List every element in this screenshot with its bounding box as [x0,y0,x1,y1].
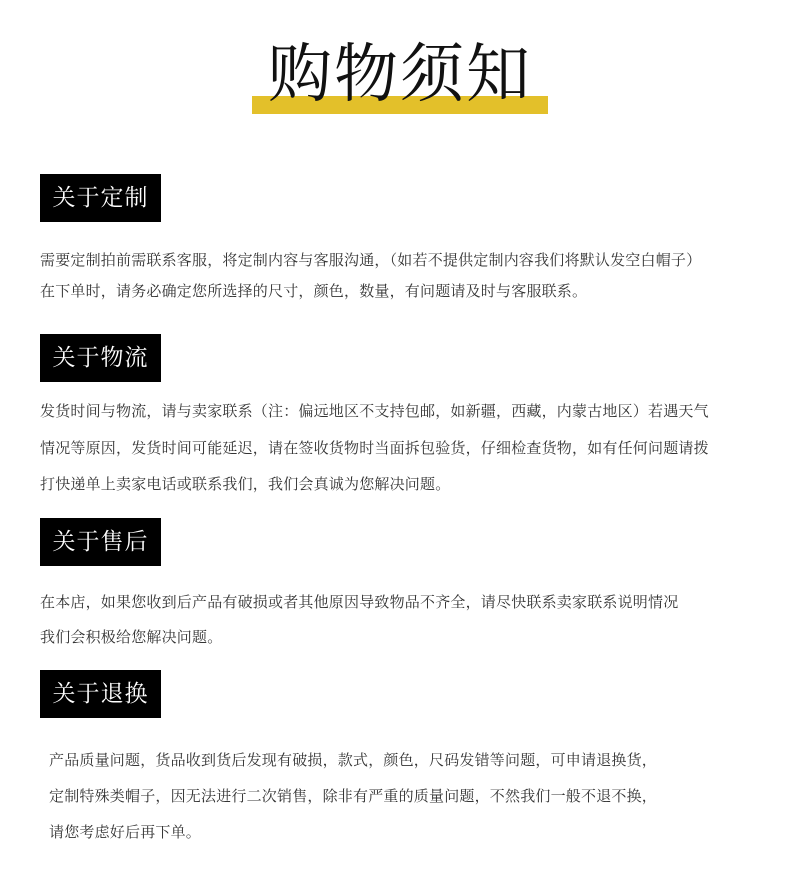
page-title-block [250,38,550,118]
after-sales-text-line-1: 在本店，如果您收到后产品有破损或者其他原因导致物品不齐全，请尽快联系卖家联系说明情况 [40,593,679,611]
shipping-text-line-2: 情况等原因，发货时间可能延迟，请在签收货物时当面拆包验货，仔细检查货物，如有任何问题请拨 [40,439,709,457]
shipping-text-line-3: 打快递单上卖家电话或联系我们，我们会真诚为您解决问题。 [40,475,451,493]
returns-text-line-1: 产品质量问题，货品收到货后发现有破损，款式，颜色，尺码发错等问题，可申请退换货， [49,751,658,769]
section-heading-returns: 关于退换 [40,670,161,718]
shipping-text-line-1: 发货时间与物流，请与卖家联系（注：偏远地区不支持包邮，如新疆，西藏，内蒙古地区）若遇天气 [40,402,709,420]
section-heading-after-sales: 关于售后 [40,518,161,566]
returns-text-line-3: 请您考虑好后再下单。 [49,823,202,841]
after-sales-text-line-2: 我们会积极给您解决问题。 [40,628,223,646]
section-heading-customization: 关于定制 [40,174,161,222]
section-heading-shipping: 关于物流 [40,334,161,382]
returns-text-line-2: 定制特殊类帽子，因无法进行二次销售，除非有严重的质量问题，不然我们一般不退不换， [49,787,658,805]
customization-text-line-1: 需要定制拍前需联系客服，将定制内容与客服沟通，（如若不提供定制内容我们将默认发空白帽子） [40,251,702,269]
page-title: 购物须知 [268,38,532,112]
customization-text-line-2: 在下单时，请务必确定您所选择的尺寸，颜色，数量，有问题请及时与客服联系。 [40,282,588,300]
